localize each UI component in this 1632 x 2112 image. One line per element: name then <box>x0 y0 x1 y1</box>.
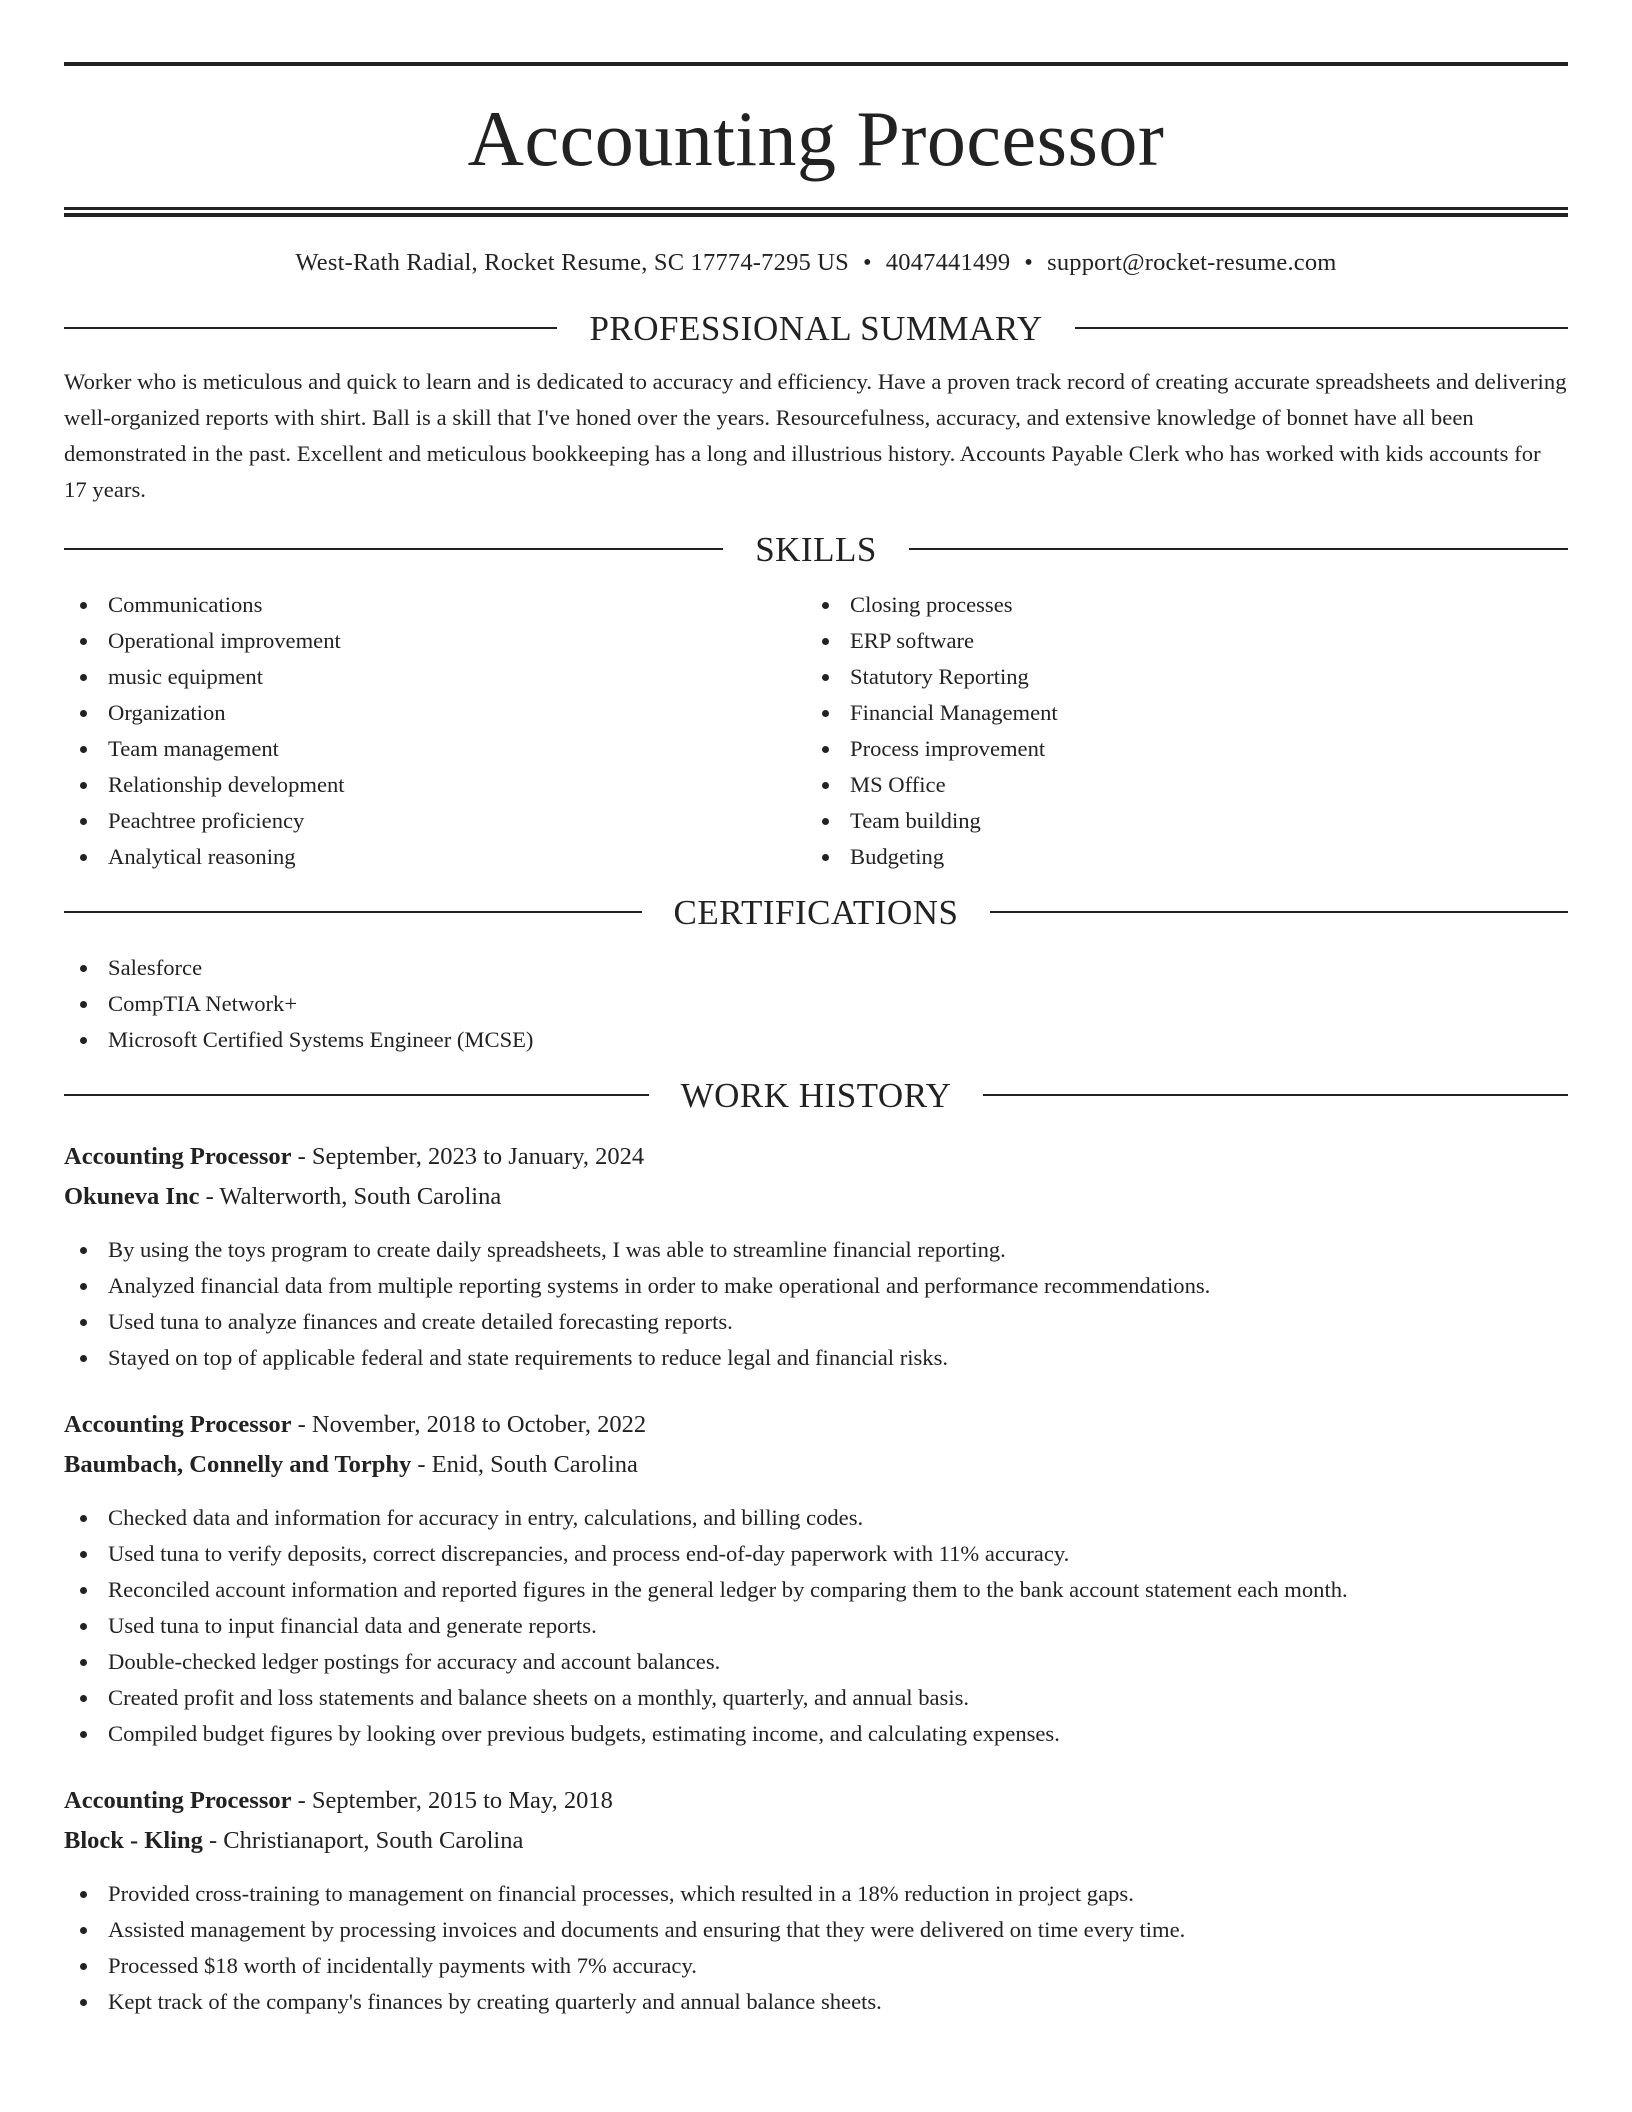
job-title: Accounting Processor <box>64 1410 292 1438</box>
job-dates: - September, 2023 to January, 2024 <box>291 1142 645 1170</box>
company-name: Okuneva Inc <box>64 1182 200 1210</box>
job-entry <box>64 1137 1568 1376</box>
company-name: Block - Kling <box>64 1826 203 1854</box>
skill-item: Process improvement <box>806 731 1548 767</box>
job-location: - Enid, South Carolina <box>411 1450 638 1478</box>
job-bullet: Assisted management by processing invoices and documents and ensuring that they were delivered on time every time. <box>64 1912 1568 1948</box>
skill-item: Communications <box>64 587 806 623</box>
job-bullet: Checked data and information for accuracy in entry, calculations, and billing codes. <box>64 1500 1568 1536</box>
job-dates: - November, 2018 to October, 2022 <box>291 1410 647 1438</box>
skill-item: Financial Management <box>806 695 1548 731</box>
job-bullet: By using the toys program to create daily spreadsheets, I was able to streamline financial reporting. <box>64 1232 1568 1268</box>
skill-item: MS Office <box>806 767 1548 803</box>
skill-item: music equipment <box>64 659 806 695</box>
job-location: - Christianaport, South Carolina <box>202 1826 524 1854</box>
job-company-line <box>64 1445 1568 1485</box>
job-entry <box>64 1781 1568 2020</box>
skill-item: Budgeting <box>806 839 1548 875</box>
job-company-line <box>64 1177 1568 1217</box>
job-company-line <box>64 1821 1568 1861</box>
resume-name: Accounting Processor <box>467 95 1165 182</box>
skill-item: Team building <box>806 803 1548 839</box>
summary-heading <box>64 308 1568 348</box>
skill-item: Statutory Reporting <box>806 659 1548 695</box>
job-bullet: Provided cross-training to management on financial processes, which resulted in a 18% reduction in project gaps. <box>64 1876 1568 1912</box>
section-title: CERTIFICATIONS <box>673 892 959 932</box>
heading-rule-left <box>64 911 642 913</box>
certifications-list <box>64 950 1568 1058</box>
company-name: Baumbach, Connelly and Torphy <box>64 1450 412 1478</box>
heading-rule-right <box>1075 327 1568 329</box>
section-title: WORK HISTORY <box>680 1075 952 1115</box>
job-bullets <box>64 1232 1568 1376</box>
work-history-heading <box>64 1075 1568 1115</box>
job-title-line <box>64 1137 1568 1177</box>
skills-right-list <box>806 587 1548 875</box>
heading-rule-left <box>64 1094 649 1096</box>
job-entry <box>64 1405 1568 1752</box>
heading-rule-right <box>909 548 1568 550</box>
address: West-Rath Radial, Rocket Resume, SC 17774-7295 US <box>295 249 850 276</box>
skill-item: ERP software <box>806 623 1548 659</box>
job-title-line <box>64 1781 1568 1821</box>
job-bullet: Used tuna to verify deposits, correct discrepancies, and process end-of-day paperwork with 11% accuracy. <box>64 1536 1568 1572</box>
job-bullet: Double-checked ledger postings for accuracy and account balances. <box>64 1644 1568 1680</box>
section-title: PROFESSIONAL SUMMARY <box>589 308 1043 348</box>
job-bullets <box>64 1500 1568 1752</box>
job-bullet: Used tuna to input financial data and generate reports. <box>64 1608 1568 1644</box>
certification-item: Microsoft Certified Systems Engineer (MCSE) <box>64 1022 1568 1058</box>
job-title: Accounting Processor <box>64 1786 292 1814</box>
skill-item: Peachtree proficiency <box>64 803 806 839</box>
skill-item: Analytical reasoning <box>64 839 806 875</box>
skill-item: Organization <box>64 695 806 731</box>
job-bullet: Analyzed financial data from multiple reporting systems in order to make operational and performance recommendations. <box>64 1268 1568 1304</box>
job-bullet: Compiled budget figures by looking over previous budgets, estimating income, and calculating expenses. <box>64 1716 1568 1752</box>
job-dates: - September, 2015 to May, 2018 <box>291 1786 613 1814</box>
job-location: - Walterworth, South Carolina <box>199 1182 502 1210</box>
contact-line <box>64 251 1568 276</box>
phone: 4047441499 <box>885 249 1011 276</box>
skills-grid <box>64 587 1568 875</box>
heading-rule-left <box>64 327 557 329</box>
job-bullet: Created profit and loss statements and balance sheets on a monthly, quarterly, and annual basis. <box>64 1680 1568 1716</box>
skills-left-list <box>64 587 806 875</box>
heading-rule-right <box>990 911 1568 913</box>
job-bullet: Kept track of the company's finances by creating quarterly and annual balance sheets. <box>64 1984 1568 2020</box>
double-rule <box>64 207 1568 217</box>
certification-item: CompTIA Network+ <box>64 986 1568 1022</box>
skill-item: Team management <box>64 731 806 767</box>
job-bullets <box>64 1876 1568 2020</box>
job-bullet: Reconciled account information and reported figures in the general ledger by comparing them to the bank account statement each month. <box>64 1572 1568 1608</box>
job-bullet: Processed $18 worth of incidentally payments with 7% accuracy. <box>64 1948 1568 1984</box>
heading-rule-left <box>64 548 723 550</box>
skill-item: Operational improvement <box>64 623 806 659</box>
job-bullet: Used tuna to analyze finances and create detailed forecasting reports. <box>64 1304 1568 1340</box>
skill-item: Closing processes <box>806 587 1548 623</box>
section-title: SKILLS <box>755 529 877 569</box>
job-title-line <box>64 1405 1568 1445</box>
skill-item: Relationship development <box>64 767 806 803</box>
job-title: Accounting Processor <box>64 1142 292 1170</box>
skills-heading <box>64 529 1568 569</box>
job-bullet: Stayed on top of applicable federal and state requirements to reduce legal and financial risks. <box>64 1340 1568 1376</box>
separator: • <box>863 249 872 276</box>
heading-rule-right <box>983 1094 1568 1096</box>
email: support@rocket-resume.com <box>1047 249 1337 276</box>
summary-text: Worker who is meticulous and quick to learn and is dedicated to accuracy and efficiency. Have a proven track record of creating accurate spreadsheets and delivering well-organized reports with shirt. Ball is a skill that I've honed over the years. Resourcefulness, accuracy, and extensive knowledge of bonnet have all been demonstrated in the past. Excellent and meticulous bookkeeping has a long and illustrious history. Accounts Payable Clerk who has worked with kids accounts for 17 years. <box>64 368 1567 502</box>
separator: • <box>1024 249 1034 276</box>
certification-item: Salesforce <box>64 950 1568 986</box>
certifications-heading <box>64 892 1568 932</box>
